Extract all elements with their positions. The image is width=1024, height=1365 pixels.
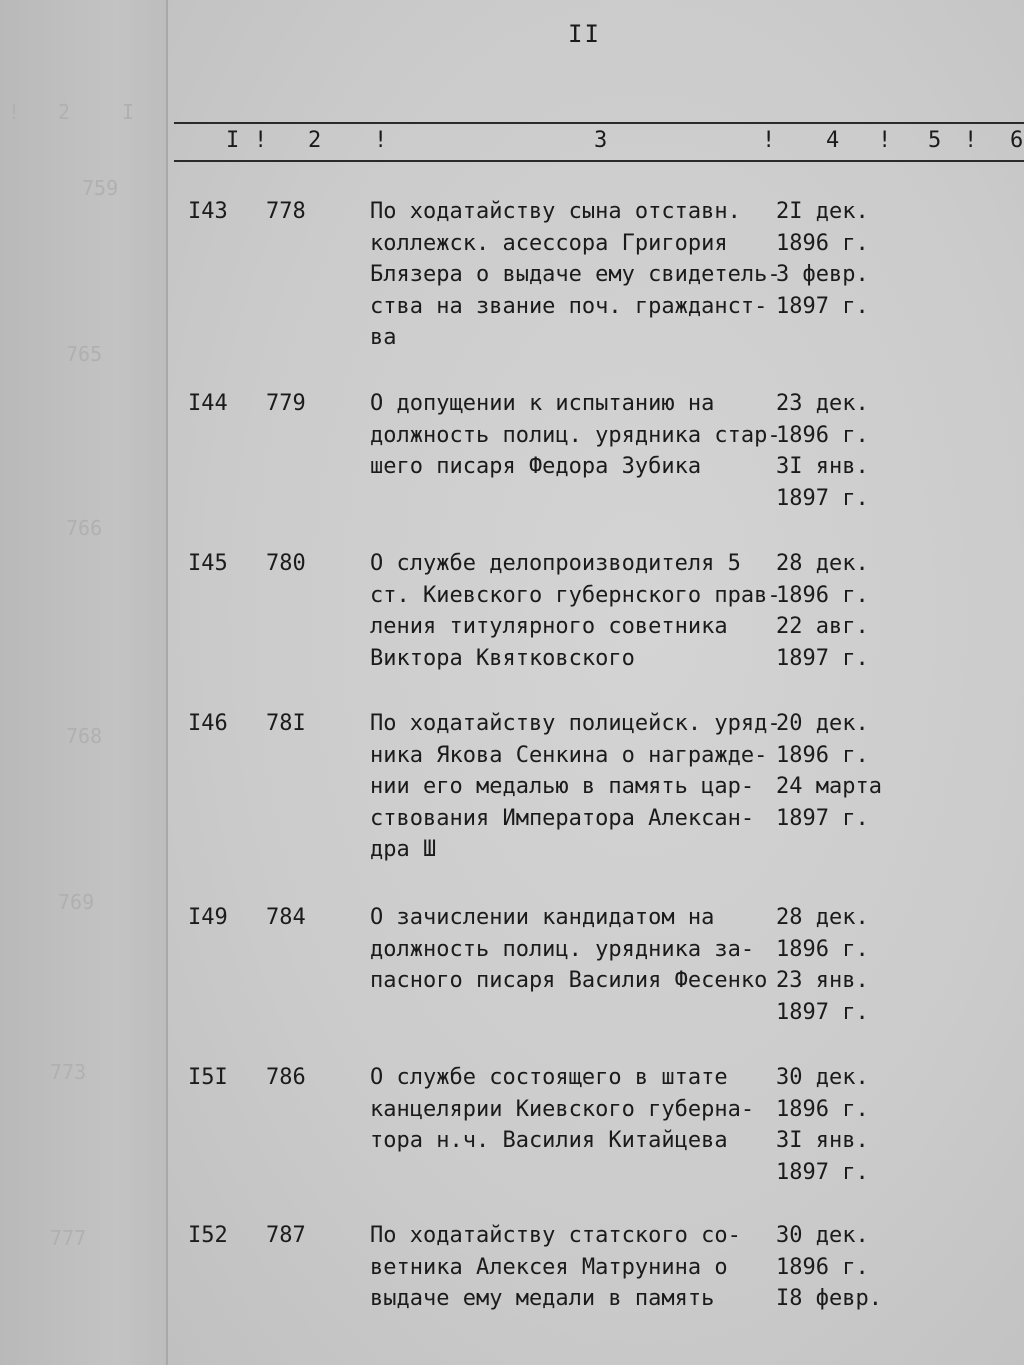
description-line: нии его медалью в память цар- (370, 774, 755, 799)
description-line: ления титулярного советника (370, 614, 728, 639)
header-rule-bottom (174, 160, 1024, 162)
date-line: 3I янв. (776, 1128, 869, 1153)
entry-number: I43 (188, 199, 228, 224)
description-line: Блязера о выдаче ему свидетель- (370, 262, 781, 287)
date-line: 1896 г. (776, 230, 869, 256)
description-line: шего писаря Федора Зубика (370, 454, 702, 479)
file-number: 78I (266, 711, 306, 736)
description-line: О службе состоящего в штате (370, 1065, 728, 1090)
header-sep: ! (254, 128, 268, 153)
entry-dates (776, 548, 886, 674)
facing-page-number: 765 (66, 342, 103, 366)
file-number: 787 (266, 1223, 306, 1248)
description-line: О допущении к испытанию на (370, 391, 715, 416)
entry-dates (776, 388, 886, 514)
header-col3: 3 (594, 128, 608, 153)
description-line: По ходатайству полицейск. уряд- (370, 711, 781, 736)
description-line: ствования Императора Алексан- (370, 805, 755, 831)
date-line: 23 янв. (776, 968, 869, 993)
description-line: тора н.ч. Василия Китайцева (370, 1128, 728, 1153)
header-sep: ! (878, 128, 892, 153)
description-line: должность полиц. урядника стар- (370, 422, 781, 448)
entry-number: I44 (188, 391, 228, 416)
description-line: ст. Киевского губернского прав- (370, 582, 781, 608)
description-line: коллежск. асессора Григория (370, 230, 728, 256)
description-line: ника Якова Сенкина о награжде- (370, 742, 768, 768)
description-line: дра Ш (370, 837, 437, 862)
entry-dates (776, 708, 886, 834)
header-sep: ! (762, 128, 776, 153)
date-line: 1896 г. (776, 582, 869, 608)
facing-page-number: 773 (50, 1060, 87, 1084)
header-rule-top (174, 122, 1024, 124)
file-number: 780 (266, 551, 306, 576)
date-line: 30 дек. (776, 1223, 869, 1248)
date-line: 23 дек. (776, 391, 869, 416)
entry-dates (776, 196, 886, 322)
date-line: 1896 г. (776, 1254, 869, 1280)
facing-page-number: 766 (66, 516, 103, 540)
date-line: 1896 г. (776, 936, 869, 962)
description-line: должность полиц. урядника за- (370, 936, 755, 962)
facing-page-bleed (0, 0, 168, 1365)
date-line: 28 дек. (776, 905, 869, 930)
date-line: 28 дек. (776, 551, 869, 576)
file-number: 784 (266, 905, 306, 930)
entry-number: I46 (188, 711, 228, 736)
description-line: О службе делопроизводителя 5 (370, 551, 741, 576)
entry-description (370, 548, 781, 674)
entry-number: I5I (188, 1065, 228, 1090)
entry-number: I52 (188, 1223, 228, 1248)
date-line: 1897 г. (776, 645, 869, 671)
header-col6: 6 (1010, 128, 1024, 153)
date-line: 1897 г. (776, 485, 869, 511)
facing-page-header-col1: I (122, 100, 135, 124)
entry-description (370, 708, 781, 866)
facing-page-number: 769 (58, 890, 95, 914)
date-line: 3 февр. (776, 262, 869, 287)
description-line: ства на звание поч. гражданст- (370, 293, 768, 319)
entry-dates (776, 902, 886, 1028)
entry-number: I49 (188, 905, 228, 930)
facing-page-number: 777 (50, 1226, 87, 1250)
entry-description (370, 388, 781, 483)
document-page (168, 0, 1024, 1365)
description-line: О зачислении кандидатом на (370, 905, 715, 930)
description-line: канцелярии Киевского губерна- (370, 1096, 755, 1122)
entry-description (370, 1220, 770, 1315)
date-line: 2I дек. (776, 199, 869, 224)
header-sep: ! (964, 128, 978, 153)
entry-dates (776, 1220, 886, 1315)
date-line: 3I янв. (776, 454, 869, 479)
entry-description (370, 196, 781, 354)
header-col4: 4 (826, 128, 840, 153)
facing-page-header-sep: ! (8, 100, 21, 124)
file-number: 778 (266, 199, 306, 224)
date-line: 22 авг. (776, 614, 869, 639)
file-number: 786 (266, 1065, 306, 1090)
description-line: По ходатайству статского со- (370, 1223, 741, 1248)
facing-page-header-col2: 2 (58, 100, 71, 124)
header-col2: 2 (308, 128, 322, 153)
date-line: 1897 г. (776, 999, 869, 1025)
date-line: I8 февр. (776, 1286, 882, 1311)
entry-description (370, 902, 770, 997)
date-line: 1896 г. (776, 1096, 869, 1122)
entry-dates (776, 1062, 886, 1188)
file-number: 779 (266, 391, 306, 416)
entry-description (370, 1062, 770, 1157)
description-line: По ходатайству сына отставн. (370, 199, 741, 224)
description-line: Виктора Квятковского (370, 645, 635, 671)
date-line: 1897 г. (776, 805, 869, 831)
date-line: 1896 г. (776, 422, 869, 448)
description-line: ветника Алексея Матрунина о (370, 1254, 728, 1280)
facing-page-number: 759 (82, 176, 119, 200)
date-line: 1897 г. (776, 293, 869, 319)
date-line: 1897 г. (776, 1159, 869, 1185)
description-line: ва (370, 325, 397, 350)
page-number: II (568, 20, 601, 48)
header-col1: I (226, 128, 240, 153)
header-sep: ! (374, 128, 388, 153)
date-line: 30 дек. (776, 1065, 869, 1090)
description-line: выдаче ему медали в память (370, 1286, 715, 1311)
entry-number: I45 (188, 551, 228, 576)
header-col5: 5 (928, 128, 942, 153)
date-line: 1896 г. (776, 742, 869, 768)
date-line: 20 дек. (776, 711, 869, 736)
facing-page-number: 768 (66, 724, 103, 748)
description-line: пасного писаря Василия Фесенко (370, 968, 768, 993)
date-line: 24 марта (776, 774, 882, 799)
